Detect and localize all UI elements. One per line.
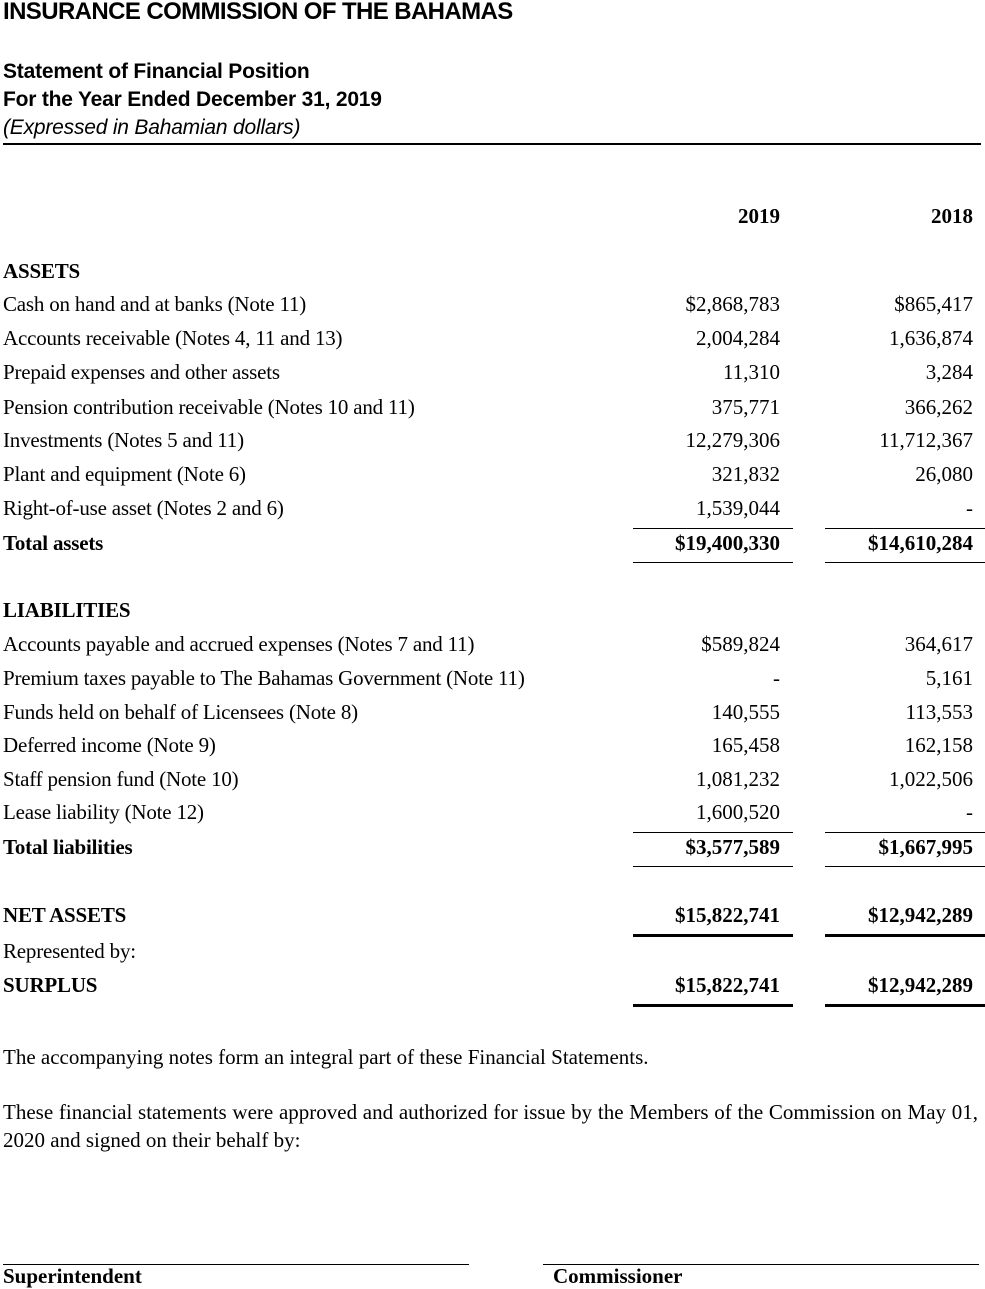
- row-value-2018: -: [966, 496, 973, 520]
- organization-name: INSURANCE COMMISSION OF THE BAHAMAS: [3, 0, 513, 25]
- total-liabilities-label: Total liabilities: [3, 835, 133, 859]
- row-value-2019: 11,310: [723, 360, 780, 384]
- net-assets-label: NET ASSETS: [3, 903, 127, 927]
- table-row: [0, 700, 985, 730]
- total-rule-2018: [825, 866, 985, 867]
- total-assets-2018: $14,610,284: [868, 531, 973, 555]
- currency-note: (Expressed in Bahamian dollars): [3, 116, 301, 139]
- table-row: [0, 326, 985, 356]
- table-row: [0, 428, 985, 458]
- row-label: Right-of-use asset (Notes 2 and 6): [3, 496, 284, 520]
- row-value-2019: 12,279,306: [685, 428, 780, 452]
- commissioner-label: Commissioner: [553, 1264, 683, 1288]
- table-row: [0, 360, 985, 390]
- notes-statement: The accompanying notes form an integral part of these Financial Statements.: [3, 1045, 649, 1069]
- total-assets-label: Total assets: [3, 531, 104, 555]
- total-rule-2019: [633, 866, 793, 867]
- total-assets-2019: $19,400,330: [675, 531, 780, 555]
- row-value-2018: $865,417: [894, 292, 973, 316]
- subtotal-rule-2019: [633, 832, 793, 833]
- total-liabilities-2018: $1,667,995: [878, 835, 973, 859]
- row-value-2019: -: [773, 666, 780, 690]
- row-value-2018: -: [966, 800, 973, 824]
- approval-statement: These financial statements were approved and authorized for issue by the Members of the Commission on May 01, 2020 and signed on their behalf by:: [3, 1100, 978, 1152]
- subtotal-rule-2019: [633, 528, 793, 529]
- row-label: Lease liability (Note 12): [3, 800, 204, 824]
- statement-period: For the Year Ended December 31, 2019: [3, 88, 382, 111]
- row-label: Accounts receivable (Notes 4, 11 and 13): [3, 326, 343, 350]
- surplus-rule-2018: [825, 1004, 985, 1007]
- represented-by-label: Represented by:: [3, 939, 136, 963]
- net-assets-rule-2019: [633, 934, 793, 937]
- net-assets-row: [0, 903, 985, 933]
- table-row: [0, 666, 985, 696]
- row-value-2018: 1,636,874: [889, 326, 973, 350]
- row-value-2019: $589,824: [701, 632, 780, 656]
- header-divider: [3, 143, 981, 145]
- column-header-2019: 2019: [738, 204, 780, 228]
- net-assets-rule-2018: [825, 934, 985, 937]
- row-value-2019: 1,600,520: [696, 800, 780, 824]
- liabilities-heading: [0, 598, 985, 628]
- assets-heading-label: ASSETS: [3, 259, 81, 283]
- statement-title: Statement of Financial Position: [3, 60, 310, 83]
- row-label: Funds held on behalf of Licensees (Note 8): [3, 700, 358, 724]
- row-value-2019: 375,771: [711, 395, 780, 419]
- table-row: [0, 462, 985, 492]
- total-rule-2019: [633, 562, 793, 563]
- total-assets-row: [0, 531, 985, 561]
- table-row: [0, 632, 985, 662]
- row-value-2019: 1,081,232: [696, 767, 780, 791]
- row-label: Investments (Notes 5 and 11): [3, 428, 244, 452]
- table-row: [0, 767, 985, 797]
- liabilities-heading-label: LIABILITIES: [3, 598, 131, 622]
- row-value-2018: 162,158: [904, 733, 973, 757]
- row-label: Premium taxes payable to The Bahamas Government (Note 11): [3, 666, 525, 690]
- row-value-2018: 3,284: [925, 360, 973, 384]
- net-assets-2019: $15,822,741: [675, 903, 780, 927]
- subtotal-rule-2018: [825, 832, 985, 833]
- total-liabilities-row: [0, 835, 985, 865]
- table-row: [0, 800, 985, 830]
- row-value-2019: 140,555: [711, 700, 780, 724]
- table-row: [0, 292, 985, 322]
- subtotal-rule-2018: [825, 528, 985, 529]
- assets-heading: [0, 259, 985, 289]
- table-row: [0, 496, 985, 526]
- row-value-2019: 165,458: [711, 733, 780, 757]
- row-value-2018: 11,712,367: [879, 428, 973, 452]
- total-liabilities-2019: $3,577,589: [685, 835, 780, 859]
- surplus-2018: $12,942,289: [868, 973, 973, 997]
- row-label: Prepaid expenses and other assets: [3, 360, 280, 384]
- column-headers: [0, 204, 985, 234]
- row-label: Deferred income (Note 9): [3, 733, 216, 757]
- row-value-2018: 5,161: [925, 666, 973, 690]
- surplus-label: SURPLUS: [3, 973, 98, 997]
- row-label: Pension contribution receivable (Notes 10 and 11): [3, 395, 415, 419]
- row-value-2018: 364,617: [904, 632, 973, 656]
- row-value-2018: 1,022,506: [889, 767, 973, 791]
- row-label: Plant and equipment (Note 6): [3, 462, 246, 486]
- surplus-row: [0, 973, 985, 1003]
- net-assets-2018: $12,942,289: [868, 903, 973, 927]
- surplus-rule-2019: [633, 1004, 793, 1007]
- table-row: [0, 733, 985, 763]
- row-value-2018: 113,553: [905, 700, 973, 724]
- row-label: Staff pension fund (Note 10): [3, 767, 239, 791]
- row-value-2019: 2,004,284: [696, 326, 780, 350]
- superintendent-label: Superintendent: [3, 1264, 142, 1288]
- surplus-2019: $15,822,741: [675, 973, 780, 997]
- table-row: [0, 395, 985, 425]
- row-value-2018: 366,262: [904, 395, 973, 419]
- row-label: Cash on hand and at banks (Note 11): [3, 292, 307, 316]
- row-value-2019: 1,539,044: [696, 496, 780, 520]
- column-header-2018: 2018: [931, 204, 973, 228]
- row-value-2019: $2,868,783: [685, 292, 780, 316]
- represented-by-row: [0, 939, 985, 969]
- row-value-2018: 26,080: [915, 462, 973, 486]
- row-value-2019: 321,832: [711, 462, 780, 486]
- total-rule-2018: [825, 562, 985, 563]
- row-label: Accounts payable and accrued expenses (Notes 7 and 11): [3, 632, 475, 656]
